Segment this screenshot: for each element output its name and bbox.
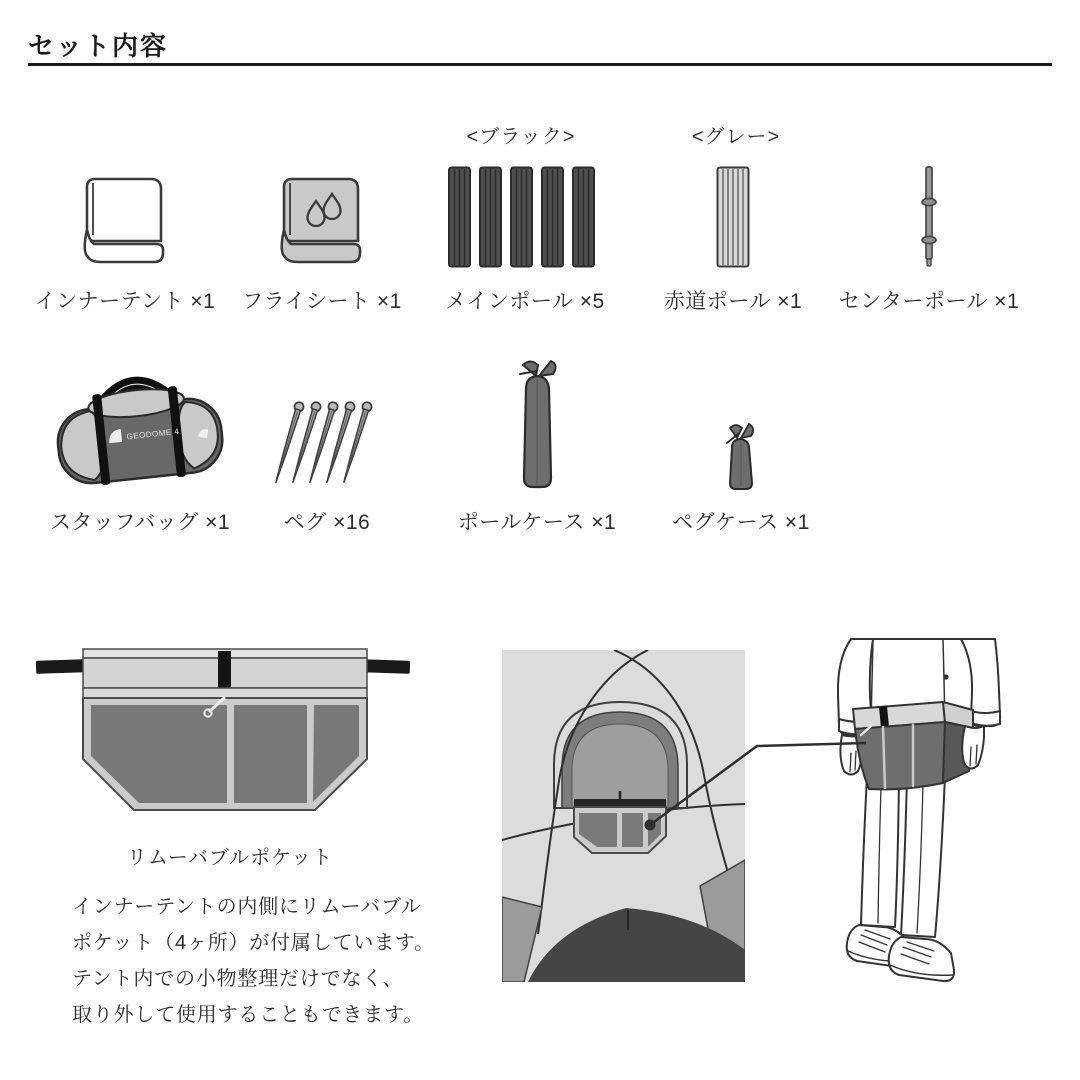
description-line: インナーテントの内側にリムーバブル xyxy=(72,896,422,918)
pocket-left-strap xyxy=(36,659,86,674)
item-label: インナーテント ×1 xyxy=(34,290,216,313)
pole-case-icon xyxy=(513,358,561,494)
item-label: スタッフバッグ ×1 xyxy=(49,511,231,534)
pocket-center-strap xyxy=(218,651,231,691)
bag-logo-text: GEODOME 4 xyxy=(126,426,180,442)
item-label: ポールケース ×1 xyxy=(457,511,617,534)
pocket-caption: リムーバブルポケット xyxy=(126,847,334,869)
item-peg-case xyxy=(631,358,851,536)
item-label: フライシート ×1 xyxy=(242,290,402,313)
page-title: セット内容 xyxy=(28,31,169,61)
sneakers xyxy=(847,925,954,981)
pocket-description xyxy=(72,889,435,1033)
inner-tent-icon xyxy=(79,174,171,268)
tent-interior-illustration xyxy=(502,650,745,982)
item-label: メインポール ×5 xyxy=(445,290,605,313)
item-fly-sheet xyxy=(212,118,432,315)
item-label: センターポール ×1 xyxy=(838,290,1020,313)
peg-case-icon xyxy=(722,420,760,494)
item-pegs xyxy=(217,358,437,536)
equator-pole-icon xyxy=(715,166,751,268)
description-line: テント内での小物整理だけでなく、 xyxy=(72,968,404,990)
item-equator-pole xyxy=(623,118,843,315)
description-line: ポケット（4ヶ所）が付属しています。 xyxy=(72,932,435,954)
fly-sheet-icon xyxy=(276,174,368,268)
person-wearing-pocket-illustration xyxy=(795,625,1055,1020)
item-label: ペグ ×16 xyxy=(283,511,371,534)
item-main-poles xyxy=(415,118,635,315)
item-center-pole xyxy=(819,118,1039,315)
item-inner-tent xyxy=(15,118,235,315)
stuff-bag-icon xyxy=(49,374,231,494)
removable-pocket-illustration xyxy=(28,643,416,817)
pocket-mesh-panel xyxy=(234,705,307,803)
item-pole-case xyxy=(427,358,647,536)
item-label: ペグケース ×1 xyxy=(672,511,810,534)
variant-header-black: <ブラック> xyxy=(466,126,576,148)
title-underline xyxy=(28,63,1052,66)
variant-header-gray: <グレー> xyxy=(691,126,781,148)
item-label: 赤道ポール ×1 xyxy=(663,290,803,313)
pegs-icon xyxy=(275,396,379,494)
description-line: 取り外して使用することもできます。 xyxy=(72,1004,424,1026)
worn-pocket xyxy=(853,702,973,789)
main-poles-icon xyxy=(447,166,603,268)
center-pole-icon xyxy=(919,164,939,268)
